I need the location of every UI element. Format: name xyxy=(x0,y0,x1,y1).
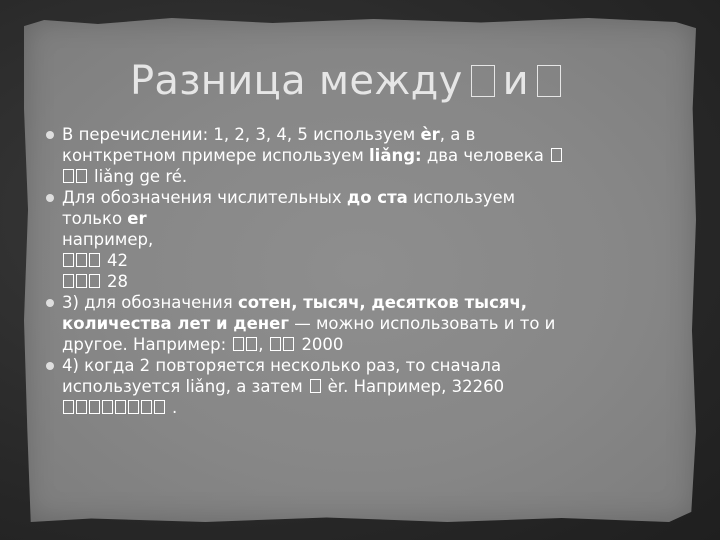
text-run: конткретном примере используем xyxy=(62,146,370,165)
missing-glyph-icon xyxy=(128,400,139,414)
text-line xyxy=(62,166,676,187)
missing-glyph-icon xyxy=(76,253,87,267)
text-run: другое. Например: xyxy=(62,335,227,354)
missing-glyph-icon xyxy=(115,400,126,414)
emphasis-text: до ста xyxy=(346,188,408,207)
text-run: В перечислении: 1, 2, 3, 4, 5 используем xyxy=(62,125,421,144)
bullet-icon xyxy=(46,194,54,202)
text-run: — можно использовать и то и xyxy=(288,314,556,333)
missing-glyph-icon xyxy=(154,400,165,414)
missing-glyph-icon xyxy=(246,337,257,351)
bullet-list xyxy=(46,124,676,418)
emphasis-text: сотен, тысяч, десятков тысяч, xyxy=(237,293,528,312)
text-line xyxy=(62,313,676,334)
text-run: 2000 xyxy=(301,335,344,354)
text-line xyxy=(62,124,676,145)
slide-title xyxy=(130,58,569,104)
missing-glyph-icon xyxy=(233,337,244,351)
bullet-icon xyxy=(46,299,54,307)
missing-glyph-icon xyxy=(76,169,87,183)
missing-glyph-icon xyxy=(102,400,113,414)
text-line xyxy=(62,397,676,418)
emphasis-text: liǎng: xyxy=(369,146,422,165)
bullet-icon xyxy=(46,131,54,139)
missing-glyph-icon xyxy=(76,274,87,288)
text-line xyxy=(62,208,676,229)
missing-glyph-icon xyxy=(63,274,74,288)
emphasis-text: количества лет и денег xyxy=(62,314,289,333)
missing-glyph-icon xyxy=(89,253,100,267)
text-run: èr. Например, 32260 xyxy=(327,377,505,396)
list-item xyxy=(46,355,676,418)
text-run: два человека xyxy=(421,146,544,165)
missing-glyph-icon xyxy=(63,169,74,183)
text-line xyxy=(62,334,676,355)
list-item xyxy=(46,124,676,187)
text-run: , а в xyxy=(439,125,476,144)
emphasis-text: er xyxy=(127,209,147,228)
text-run: 42 xyxy=(107,251,128,270)
text-line xyxy=(62,271,676,292)
missing-glyph-icon xyxy=(537,65,561,97)
missing-glyph-icon xyxy=(89,400,100,414)
title-text: Разница между xyxy=(130,58,463,104)
title-and: и xyxy=(502,58,529,104)
text-line: 4) когда 2 повторяется несколько раз, то сначала xyxy=(62,356,502,375)
missing-glyph-icon xyxy=(89,274,100,288)
text-run: liǎng ge ré. xyxy=(94,167,188,186)
bullet-icon xyxy=(46,362,54,370)
missing-glyph-icon xyxy=(270,337,281,351)
text-run: 3) для обозначения xyxy=(62,293,238,312)
text-run: , xyxy=(258,335,264,354)
missing-glyph-icon xyxy=(471,65,495,97)
text-run: используем xyxy=(407,188,516,207)
missing-glyph-icon xyxy=(310,379,321,393)
missing-glyph-icon xyxy=(141,400,152,414)
text-run: используется liǎng, а затем xyxy=(62,377,303,396)
missing-glyph-icon xyxy=(283,337,294,351)
text-line xyxy=(62,250,676,271)
missing-glyph-icon xyxy=(63,400,74,414)
missing-glyph-icon xyxy=(551,148,562,162)
emphasis-text: èr xyxy=(420,125,440,144)
text-run: Для обозначения числительных xyxy=(62,188,347,207)
missing-glyph-icon xyxy=(63,253,74,267)
text-line xyxy=(62,292,676,313)
text-line xyxy=(62,145,676,166)
text-line xyxy=(62,376,676,397)
missing-glyph-icon xyxy=(76,400,87,414)
list-item xyxy=(46,292,676,355)
text-line xyxy=(62,187,676,208)
text-run: только xyxy=(62,209,128,228)
text-run: . xyxy=(172,398,178,417)
list-item xyxy=(46,187,676,292)
text-line: например, xyxy=(62,230,154,249)
text-run: 28 xyxy=(107,272,128,291)
